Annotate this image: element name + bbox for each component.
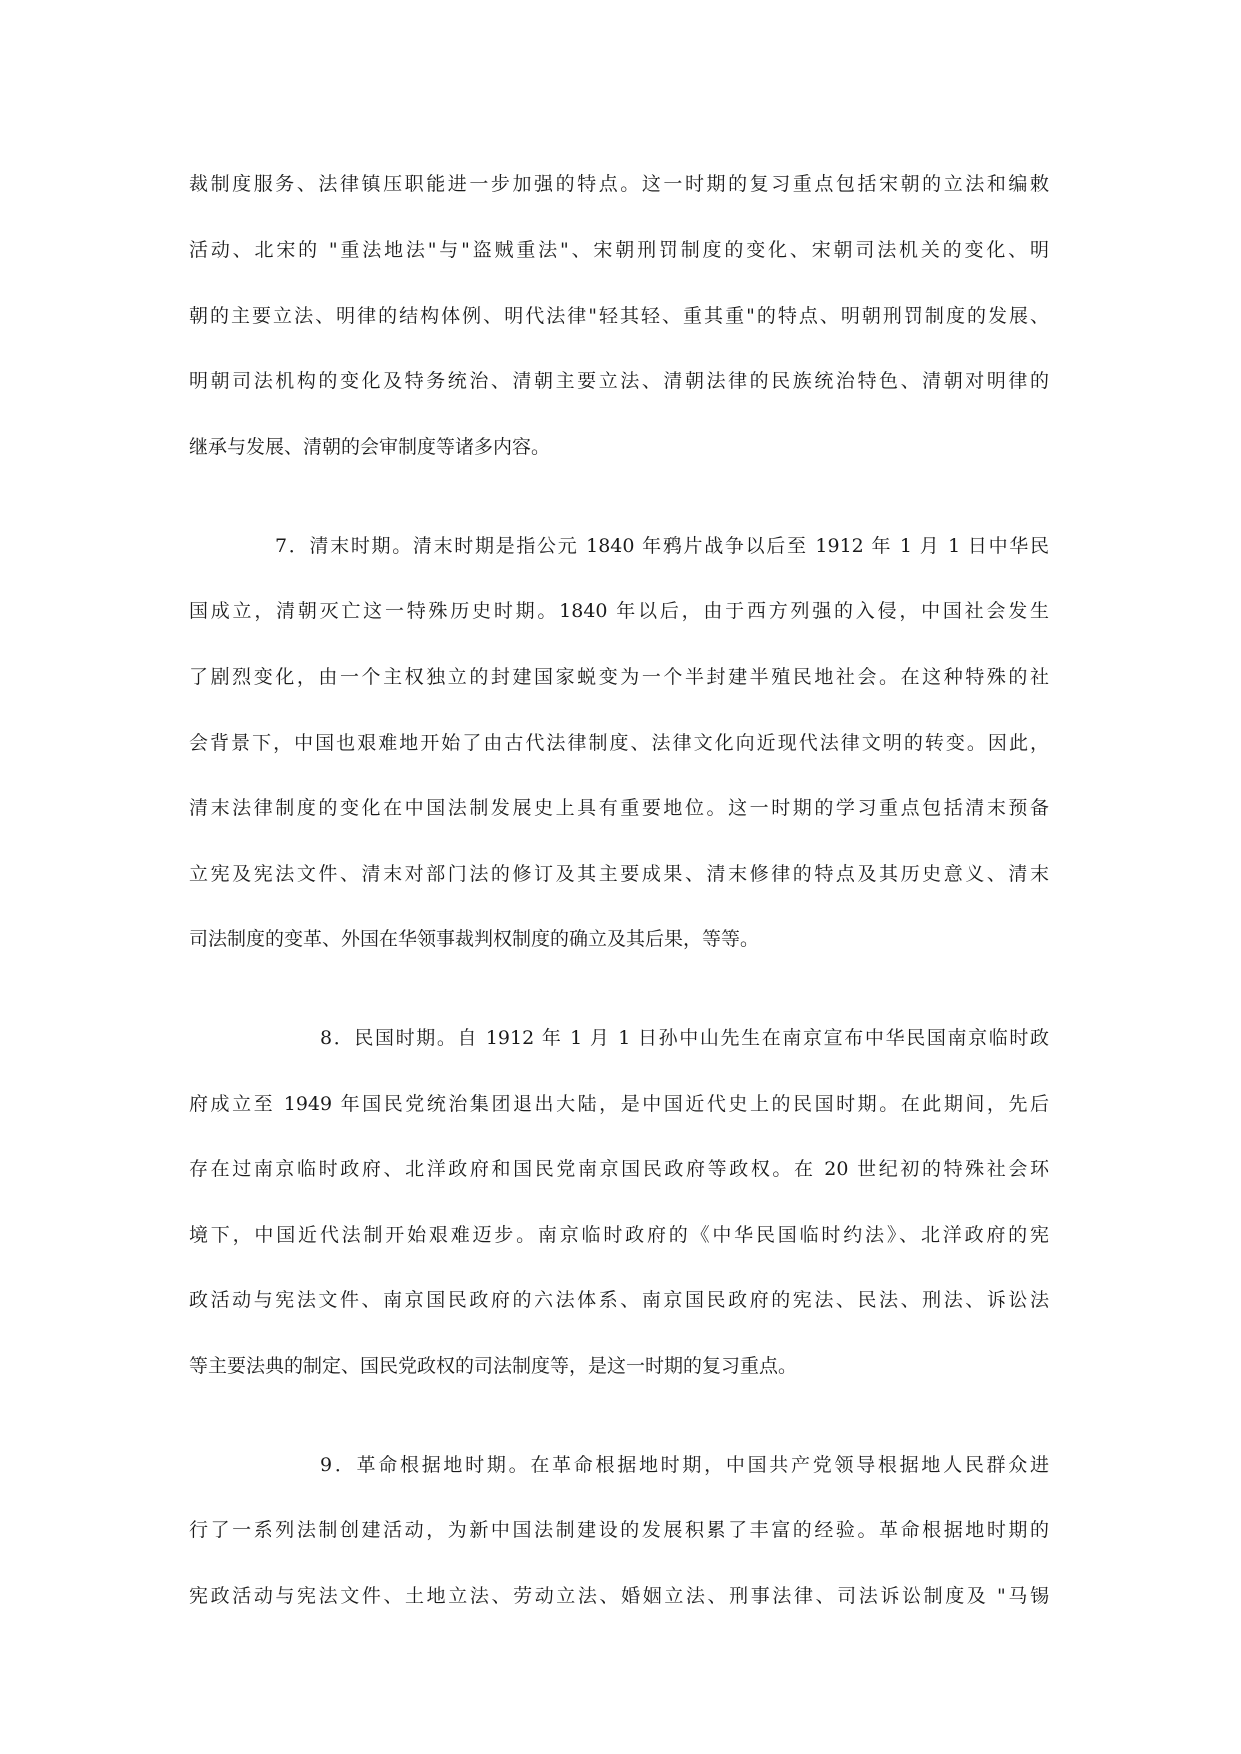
paragraph-4-line-3: 宪政活动与宪法文件、土地立法、劳动立法、婚姻立法、刑事法律、司法诉讼制度及 "马锡 bbox=[189, 1585, 1049, 1607]
paragraph-3-line-4: 境下，中国近代法制开始艰难迈步。南京临时政府的《中华民国临时约法》、北洋政府的宪 bbox=[189, 1224, 1049, 1246]
paragraph-2-line-2: 国成立，清朝灭亡这一特殊历史时期。1840 年以后，由于西方列强的入侵，中国社会发生 bbox=[189, 600, 1049, 622]
paragraph-4-line-2: 行了一系列法制创建活动，为新中国法制建设的发展积累了丰富的经验。革命根据地时期的 bbox=[189, 1519, 1049, 1541]
paragraph-3-line-5: 政活动与宪法文件、南京国民政府的六法体系、南京国民政府的宪法、民法、刑法、诉讼法 bbox=[189, 1289, 1049, 1311]
paragraph-2-line-4: 会背景下，中国也艰难地开始了由古代法律制度、法律文化向近现代法律文明的转变。因此， bbox=[189, 732, 1049, 754]
paragraph-1-line-3: 朝的主要立法、明律的结构体例、明代法律"轻其轻、重其重"的特点、明朝刑罚制度的发展、 bbox=[189, 305, 1049, 327]
paragraph-2-line-3: 了剧烈变化，由一个主权独立的封建国家蜕变为一个半封建半殖民地社会。在这种特殊的社 bbox=[189, 666, 1049, 688]
paragraph-3-line-6: 等主要法典的制定、国民党政权的司法制度等，是这一时期的复习重点。 bbox=[189, 1355, 798, 1377]
paragraph-4-line-1: 9．革命根据地时期。在革命根据地时期，中国共产党领导根据地人民群众进 bbox=[320, 1454, 1049, 1476]
paragraph-2-line-6: 立宪及宪法文件、清末对部门法的修订及其主要成果、清末修律的特点及其历史意义、清末 bbox=[189, 863, 1049, 885]
paragraph-2-line-1: 7．清末时期。清末时期是指公元 1840 年鸦片战争以后至 1912 年 1 月 1 日中华民 bbox=[275, 535, 1049, 557]
paragraph-3-line-1: 8．民国时期。自 1912 年 1 月 1 日孙中山先生在南京宣布中华民国南京临时政 bbox=[320, 1027, 1049, 1049]
paragraph-1-line-5: 继承与发展、清朝的会审制度等诸多内容。 bbox=[189, 436, 551, 458]
paragraph-2-line-5: 清末法律制度的变化在中国法制发展史上具有重要地位。这一时期的学习重点包括清末预备 bbox=[189, 797, 1049, 819]
paragraph-2-line-7: 司法制度的变革、外国在华领事裁判权制度的确立及其后果，等等。 bbox=[189, 928, 760, 950]
paragraph-3-line-3: 存在过南京临时政府、北洋政府和国民党南京国民政府等政权。在 20 世纪初的特殊社会环 bbox=[189, 1158, 1049, 1180]
paragraph-1-line-4: 明朝司法机构的变化及特务统治、清朝主要立法、清朝法律的民族统治特色、清朝对明律的 bbox=[189, 370, 1049, 392]
paragraph-1-line-2: 活动、北宋的 "重法地法"与"盗贼重法"、宋朝刑罚制度的变化、宋朝司法机关的变化、明 bbox=[189, 239, 1049, 261]
paragraph-3-line-2: 府成立至 1949 年国民党统治集团退出大陆，是中国近代史上的民国时期。在此期间，先后 bbox=[189, 1093, 1049, 1115]
paragraph-1-line-1: 裁制度服务、法律镇压职能进一步加强的特点。这一时期的复习重点包括宋朝的立法和编敕 bbox=[189, 173, 1049, 195]
